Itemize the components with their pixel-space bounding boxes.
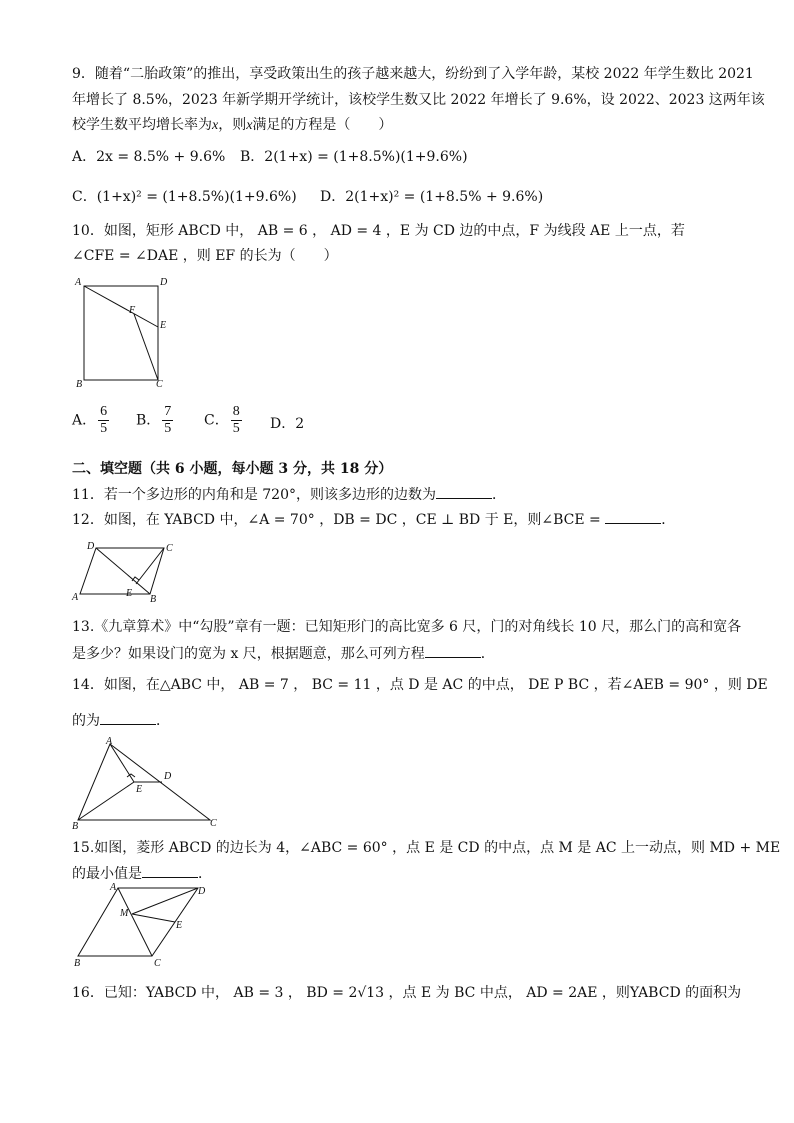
q10-option-c: C． $\frac{8}{5}$ xyxy=(204,404,240,436)
label-d: D xyxy=(87,541,95,552)
q13-answer-blank xyxy=(425,643,481,658)
label-b: B xyxy=(74,958,81,968)
q14-triangle-figure xyxy=(70,736,220,832)
q9-line-3: 校学生数平均增长率为x，则x满足的方程是（ ） xyxy=(72,117,393,133)
label-a: A xyxy=(75,277,82,288)
segment-fc xyxy=(134,314,158,380)
label-c: C xyxy=(210,818,217,829)
q10-option-d: D．2 xyxy=(270,416,305,432)
label-c: C xyxy=(166,543,173,554)
label-b: B xyxy=(150,594,157,604)
q13-line-2: 是多少？如果设门的宽为 x 尺，根据题意，那么可列方程 ． xyxy=(72,643,495,664)
section-2-title: 二、填空题（共 6 小题，每小题 3 分，共 18 分） xyxy=(72,461,393,477)
label-c: C xyxy=(156,379,163,388)
q14-answer-blank xyxy=(100,710,156,725)
q10-option-a: A． $\frac{6}{5}$ xyxy=(72,404,108,436)
q10-line-1: 10．如图，矩形 ABCD 中， AB = 6 ， AD = 4 ，E 为 CD 边的中点，F 为线段 AE 上一点，若 xyxy=(72,223,685,239)
rect-abcd xyxy=(84,286,158,380)
q14-line-1: 14．如图，在△ABC 中， AB = 7 ， BC = 11 ，点 D 是 AC 的中点， DE P BC ，若∠AEB = 90° ，则 DE xyxy=(72,677,768,693)
label-b: B xyxy=(76,379,83,388)
label-e: E xyxy=(176,920,183,931)
label-b: B xyxy=(72,821,79,832)
label-a: A xyxy=(72,592,79,603)
segment-ce xyxy=(136,548,164,584)
q9-option-d: D．2(1+x)² = (1+8.5% + 9.6%) xyxy=(320,189,544,205)
right-angle-mark xyxy=(132,577,139,581)
label-d: D xyxy=(164,771,172,782)
q10-rectangle-figure xyxy=(70,276,180,388)
q12-parallelogram-figure xyxy=(70,538,182,604)
q12-answer-blank xyxy=(605,509,661,524)
q15-answer-blank xyxy=(142,863,198,878)
label-d: D xyxy=(198,886,206,897)
q13-line-1: 13.《九章算术》中“勾股”章有一题：已知矩形门的高比宽多 6 尺，门的对角线长 10 尺，那么门的高和宽各 xyxy=(72,619,742,635)
q12-text: 12．如图，在 YABCD 中，∠A = 70° ，DB = DC ，CE ⊥ BD 于 E，则∠BCE = ． xyxy=(72,509,675,530)
segment-me xyxy=(132,914,175,922)
q11-text: 11．若一个多边形的内角和是 720°，则该多边形的边数为 ． xyxy=(72,484,506,505)
segment-md xyxy=(132,888,198,914)
q9-line-1: 9．随着“二胎政策”的推出，享受政策出生的孩子越来越大，纷纷到了入学年龄，某校 2022 年学生数比 2021 xyxy=(72,66,754,82)
q9-option-a: A．2x = 8.5% + 9.6% xyxy=(72,149,226,165)
segment-ae xyxy=(84,286,158,327)
parallelogram-abcd xyxy=(80,548,164,594)
q9-option-b: B．2(1+x) = (1+8.5%)(1+9.6%) xyxy=(240,149,468,165)
q10-option-b: B． $\frac{7}{5}$ xyxy=(136,404,172,436)
q10-line-2: ∠CFE = ∠DAE ，则 EF 的长为（ ） xyxy=(72,248,338,264)
q9-option-c: C．(1+x)² = (1+8.5%)(1+9.6%) xyxy=(72,189,297,205)
q15-rhombus-figure xyxy=(70,882,220,968)
q15-line-2: 的最小值是 ． xyxy=(72,863,212,884)
label-d: D xyxy=(160,277,168,288)
label-m: M xyxy=(120,908,129,919)
label-c: C xyxy=(154,958,161,968)
q16-text: 16．已知：YABCD 中， AB = 3 ， BD = 2√13 ，点 E 为 BC 中点， AD = 2AE ，则YABCD 的面积为 xyxy=(72,985,742,1001)
label-a: A xyxy=(106,736,113,747)
diagonal-ac xyxy=(118,888,152,956)
label-e: E xyxy=(126,588,133,599)
diagonal-db xyxy=(96,548,150,594)
q11-answer-blank xyxy=(436,484,492,499)
segment-ae xyxy=(110,744,134,782)
label-e: E xyxy=(160,320,167,331)
q9-line-2: 年增长了 8.5%，2023 年新学期开学统计，该校学生数又比 2022 年增长了 9.6%，设 2022、2023 这两年该 xyxy=(72,92,765,108)
label-e: E xyxy=(136,784,143,795)
q15-line-1: 15.如图，菱形 ABCD 的边长为 4，∠ABC = 60° ，点 E 是 CD 的中点，点 M 是 AC 上一动点，则 MD + ME xyxy=(72,840,781,856)
label-a: A xyxy=(110,882,117,893)
label-f: F xyxy=(129,305,136,316)
q14-line-2: 的为 ． xyxy=(72,710,170,731)
